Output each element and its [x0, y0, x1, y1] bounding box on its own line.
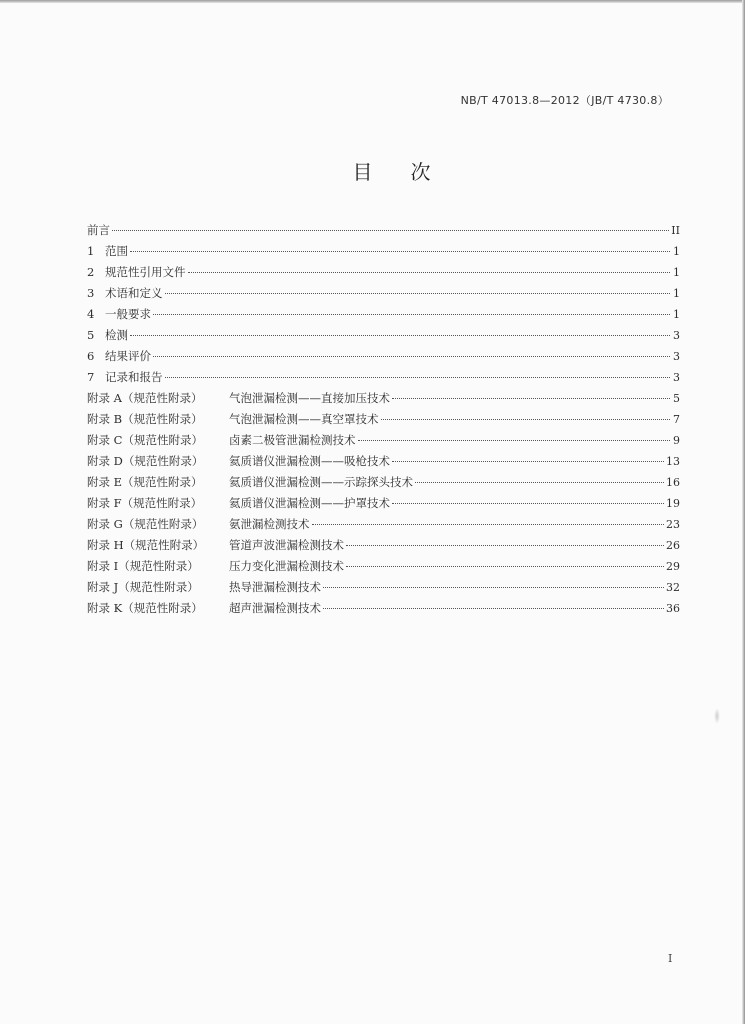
toc-entry-label: 规范性引用文件 — [105, 265, 186, 279]
toc-dot-leader — [112, 229, 669, 231]
toc-dot-leader — [312, 523, 665, 525]
scan-edge-top — [0, 0, 745, 3]
toc-entry[interactable] — [87, 325, 680, 346]
toc-entry-label: 超声泄漏检测技术 — [229, 601, 321, 615]
toc-entry[interactable] — [87, 577, 680, 598]
toc-entry-label: 氨泄漏检测技术 — [229, 517, 310, 531]
toc-dot-leader — [415, 481, 664, 483]
toc-entry-appendix: 附录 E（规范性附录） — [87, 475, 203, 489]
toc-entry[interactable] — [87, 598, 680, 619]
toc-entry[interactable] — [87, 367, 680, 388]
toc-entry-number: 5 — [87, 328, 95, 342]
toc-entry-appendix: 附录 I（规范性附录） — [87, 559, 199, 573]
toc-entry-number: 2 — [87, 265, 95, 279]
toc-entry-appendix: 附录 G（规范性附录） — [87, 517, 204, 531]
toc-entry-number: 1 — [87, 244, 95, 258]
toc-entry-page: 1 — [673, 308, 680, 321]
toc-entry-label: 压力变化泄漏检测技术 — [229, 559, 344, 573]
toc-entry-appendix: 附录 K（规范性附录） — [87, 601, 203, 615]
toc-entry-label: 氦质谱仪泄漏检测——示踪探头技术 — [229, 475, 413, 489]
toc-entry-page: 3 — [673, 329, 680, 342]
page-title: 目次 — [352, 160, 469, 184]
toc-entry-label: 术语和定义 — [105, 286, 163, 300]
toc-entry-appendix: 附录 F（规范性附录） — [87, 496, 203, 510]
toc-entry-page: 36 — [666, 602, 680, 615]
toc-entry-number: 3 — [87, 286, 95, 300]
toc-entry-appendix: 附录 C（规范性附录） — [87, 433, 203, 447]
toc-entry-page: 9 — [673, 434, 680, 447]
toc-entry-label: 一般要求 — [105, 307, 151, 321]
toc-entry-label: 氦质谱仪泄漏检测——护罩技术 — [229, 496, 390, 510]
toc-entry-label: 气泡泄漏检测——直接加压技术 — [229, 391, 390, 405]
toc-entry-page: 1 — [673, 266, 680, 279]
toc-entry-label: 记录和报告 — [105, 370, 163, 384]
toc-entry-label: 气泡泄漏检测——真空罩技术 — [229, 412, 379, 426]
toc-entry-number: 6 — [87, 349, 95, 363]
toc-dot-leader — [392, 397, 670, 399]
toc-entry-label: 结果评价 — [105, 349, 151, 363]
toc-entry-page: 5 — [673, 392, 680, 405]
toc-entry-page: 13 — [666, 455, 680, 468]
toc-entry[interactable] — [87, 241, 680, 262]
toc-entry[interactable] — [87, 535, 680, 556]
toc-entry-page: 19 — [666, 497, 680, 510]
toc-entry-label: 卤素二极管泄漏检测技术 — [229, 433, 356, 447]
toc-entry-number: 4 — [87, 307, 95, 321]
toc-dot-leader — [392, 460, 664, 462]
toc-entry[interactable] — [87, 304, 680, 325]
table-of-contents — [87, 220, 680, 619]
toc-entry-label: 热导泄漏检测技术 — [229, 580, 321, 594]
toc-entry-page: 3 — [673, 371, 680, 384]
toc-entry-page: 26 — [666, 539, 680, 552]
toc-entry-appendix: 附录 J（规范性附录） — [87, 580, 199, 594]
toc-dot-leader — [323, 607, 664, 609]
toc-entry-appendix: 附录 B（规范性附录） — [87, 412, 203, 426]
toc-dot-leader — [381, 418, 671, 420]
toc-entry-page: 29 — [666, 560, 680, 573]
toc-entry[interactable] — [87, 472, 680, 493]
toc-dot-leader — [153, 313, 670, 315]
toc-entry[interactable] — [87, 493, 680, 514]
toc-entry[interactable] — [87, 451, 680, 472]
toc-entry[interactable] — [87, 409, 680, 430]
scan-speck — [714, 708, 720, 724]
toc-entry-number: 7 — [87, 370, 95, 384]
toc-entry-page: 23 — [666, 518, 680, 531]
toc-entry-page: 16 — [666, 476, 680, 489]
toc-dot-leader — [188, 271, 671, 273]
toc-entry[interactable] — [87, 430, 680, 451]
toc-entry-page: 3 — [673, 350, 680, 363]
toc-entry[interactable] — [87, 514, 680, 535]
toc-entry[interactable] — [87, 220, 680, 241]
toc-dot-leader — [323, 586, 664, 588]
toc-entry[interactable] — [87, 388, 680, 409]
toc-entry[interactable] — [87, 346, 680, 367]
toc-entry-appendix: 附录 D（规范性附录） — [87, 454, 204, 468]
toc-entry[interactable] — [87, 556, 680, 577]
toc-entry[interactable] — [87, 262, 680, 283]
toc-dot-leader — [392, 502, 664, 504]
toc-dot-leader — [165, 292, 671, 294]
toc-entry[interactable] — [87, 283, 680, 304]
toc-dot-leader — [153, 355, 670, 357]
toc-entry-label: 管道声波泄漏检测技术 — [229, 538, 344, 552]
toc-entry-page: II — [671, 224, 680, 237]
toc-dot-leader — [165, 376, 671, 378]
toc-entry-label: 氦质谱仪泄漏检测——吸枪技术 — [229, 454, 390, 468]
toc-entry-page: 1 — [673, 245, 680, 258]
toc-entry-page: 7 — [673, 413, 680, 426]
toc-entry-label: 检测 — [105, 328, 128, 342]
page-number: I — [668, 952, 673, 965]
toc-dot-leader — [130, 334, 670, 336]
toc-entry-appendix: 附录 A（规范性附录） — [87, 391, 203, 405]
toc-entry-label: 范围 — [105, 244, 128, 258]
toc-entry-page: 1 — [673, 287, 680, 300]
toc-entry-label: 前言 — [87, 223, 110, 237]
toc-dot-leader — [346, 544, 664, 546]
toc-entry-page: 32 — [666, 581, 680, 594]
toc-dot-leader — [358, 439, 671, 441]
standard-code: NB/T 47013.8—2012（JB/T 4730.8） — [460, 94, 669, 107]
toc-entry-appendix: 附录 H（规范性附录） — [87, 538, 205, 552]
toc-dot-leader — [346, 565, 664, 567]
toc-dot-leader — [130, 250, 670, 252]
